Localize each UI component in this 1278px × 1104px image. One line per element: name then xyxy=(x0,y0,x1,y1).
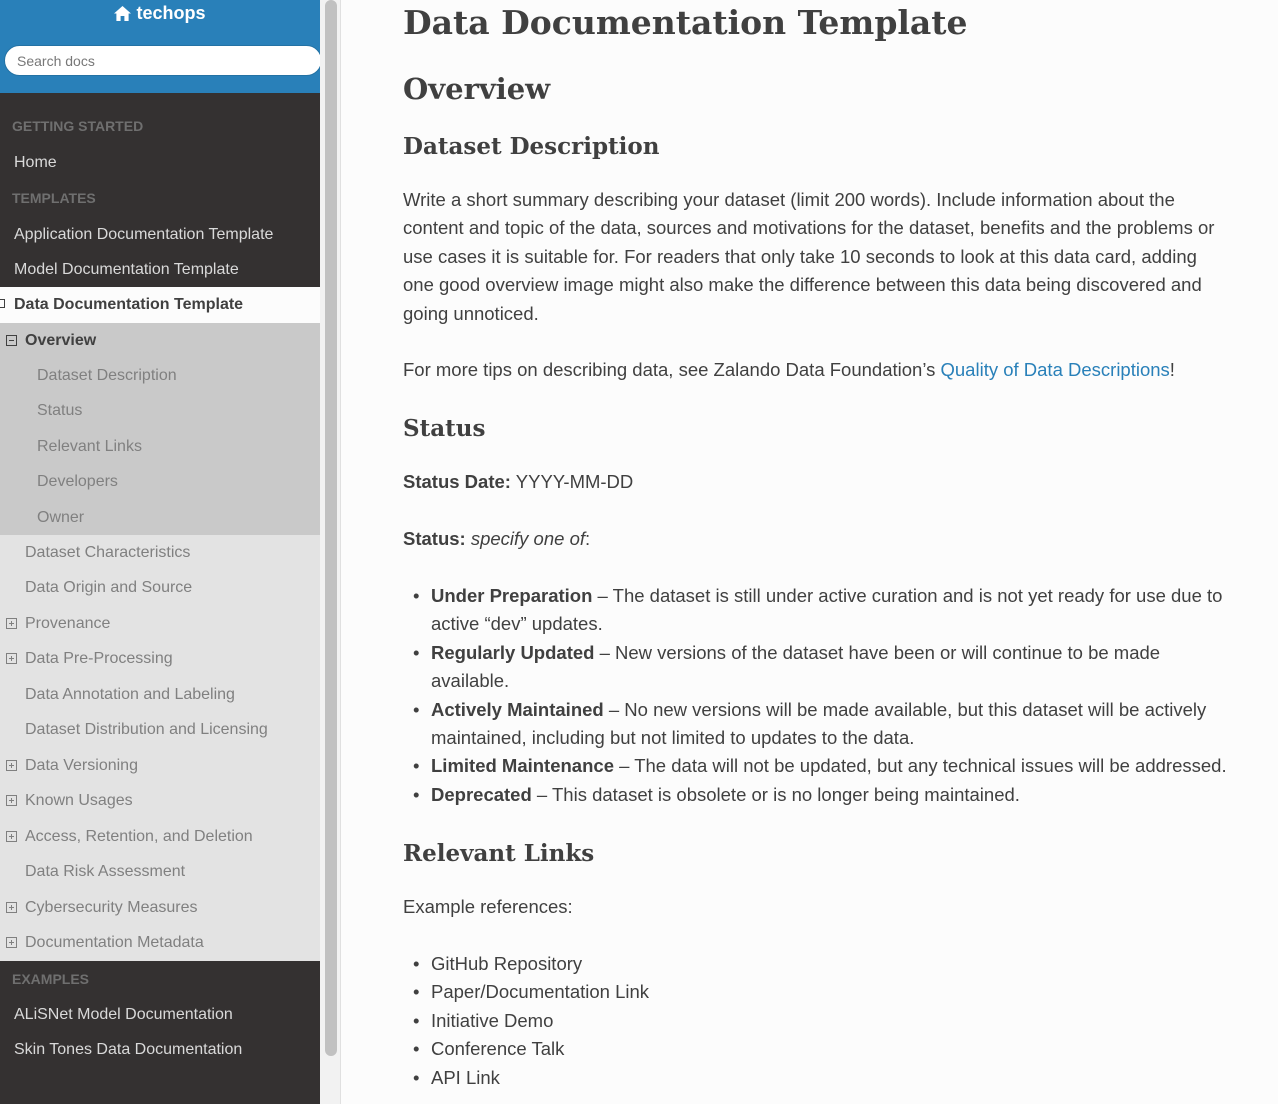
status-desc: – New versions of the dataset have been or will continue to be made available. xyxy=(431,641,1161,692)
list-item: • Conference Talk xyxy=(403,1035,1233,1063)
collapse-icon[interactable] xyxy=(0,299,5,308)
status-desc: – This dataset is obsolete or is no longer being maintained. xyxy=(531,783,1020,805)
sidebar-item-relevant-links[interactable]: Relevant Links xyxy=(37,438,142,455)
sidebar-item-data-pre-processing[interactable]: Data Pre-Processing xyxy=(25,650,173,667)
status-line xyxy=(403,525,1228,553)
status-date-label: Status Date: xyxy=(403,471,511,492)
page-title: Data Documentation Template xyxy=(403,3,968,42)
sidebar-item-application-template[interactable]: Application Documentation Template xyxy=(14,226,274,243)
status-term: Limited Maintenance xyxy=(431,755,614,777)
status-date-value: YYYY-MM-DD xyxy=(510,471,634,492)
list-item: • API Link xyxy=(403,1064,1233,1092)
status-instruction: specify one of xyxy=(465,528,585,549)
status-term: Under Preparation xyxy=(431,585,593,606)
sidebar-item-dataset-description[interactable]: Dataset Description xyxy=(37,367,177,384)
caption-getting-started: GETTING STARTED xyxy=(12,118,144,134)
status-term: Deprecated xyxy=(431,783,532,805)
sidebar-item-data-risk[interactable]: Data Risk Assessment xyxy=(25,863,186,880)
example-references-text: Example references: xyxy=(403,896,573,917)
expand-icon[interactable] xyxy=(6,618,17,629)
dataset-description-heading: Dataset Description xyxy=(403,133,660,160)
tips-paragraph xyxy=(403,356,1228,384)
relevant-links-list xyxy=(403,950,1233,1092)
home-icon xyxy=(114,6,131,21)
sidebar-item-data-origin[interactable]: Data Origin and Source xyxy=(25,579,193,596)
expand-icon[interactable] xyxy=(6,902,17,913)
tips-suffix: ! xyxy=(1169,359,1175,380)
status-desc: – The dataset is still under active curation and is not yet ready for use due to active “dev” updates. xyxy=(431,585,1223,635)
status-label: Status: xyxy=(403,528,466,549)
quality-of-data-descriptions-link[interactable]: Quality of Data Descriptions xyxy=(940,359,1170,380)
sidebar-item-model-template[interactable]: Model Documentation Template xyxy=(14,261,239,278)
status-desc: – The data will not be updated, but any technical issues will be addressed. xyxy=(613,755,1227,777)
sidebar-item-data-versioning[interactable]: Data Versioning xyxy=(25,757,138,774)
status-term: Actively Maintained xyxy=(431,698,604,720)
sidebar-header xyxy=(0,0,320,93)
sidebar-item-dataset-distribution[interactable]: Dataset Distribution and Licensing xyxy=(25,721,268,738)
sidebar-item-access-retention[interactable]: Access, Retention, and Deletion xyxy=(25,828,253,845)
list-item: • Paper/Documentation Link xyxy=(403,978,1233,1006)
relevant-links-heading: Relevant Links xyxy=(403,840,595,867)
brand-name: techops xyxy=(136,3,206,23)
expand-icon[interactable] xyxy=(6,831,17,842)
expand-icon[interactable] xyxy=(6,795,17,806)
brand-link[interactable] xyxy=(0,3,320,24)
sidebar-item-data-annotation[interactable]: Data Annotation and Labeling xyxy=(25,686,235,703)
dataset-description-paragraph: Write a short summary describing your dataset (limit 200 words). Include information about the content and topic of the data, sources and motivations for the dataset, benefits and the problems or use cases it is suitable for. For readers that only take 10 seconds to look at this data card, adding one good overview image might also make the difference between this data being discovered and going unnoticed. xyxy=(403,189,1215,324)
overview-heading: Overview xyxy=(403,72,551,106)
search-input[interactable] xyxy=(4,45,320,76)
list-item: • Initiative Demo xyxy=(403,1007,1233,1035)
list-item xyxy=(403,752,1233,780)
status-heading: Status xyxy=(403,415,486,442)
sidebar-item-cybersecurity[interactable]: Cybersecurity Measures xyxy=(25,899,198,916)
expand-icon[interactable] xyxy=(6,937,17,948)
sidebar-scrollbar-thumb[interactable] xyxy=(325,0,337,1056)
list-item xyxy=(403,696,1233,753)
caption-templates: TEMPLATES xyxy=(12,190,96,206)
sidebar-overview-group xyxy=(0,323,320,535)
status-desc: – No new versions will be made available, but this dataset will be actively maintained, including but not limited to updates to the data. xyxy=(431,698,1207,749)
sidebar-item-home[interactable]: Home xyxy=(14,154,57,171)
collapse-icon[interactable] xyxy=(6,335,17,346)
status-colon: : xyxy=(585,528,591,549)
list-item xyxy=(403,781,1233,809)
sidebar-item-owner[interactable]: Owner xyxy=(37,509,85,526)
sidebar-item-skin-tones[interactable]: Skin Tones Data Documentation xyxy=(14,1041,243,1058)
status-date-line xyxy=(403,468,1228,496)
status-options-list xyxy=(403,582,1233,809)
status-term: Regularly Updated xyxy=(431,641,595,663)
sidebar xyxy=(0,0,320,1104)
list-item xyxy=(403,639,1233,696)
sidebar-item-developers[interactable]: Developers xyxy=(37,473,118,490)
list-item xyxy=(403,582,1233,639)
sidebar-item-data-template[interactable] xyxy=(0,287,320,324)
sidebar-item-overview[interactable]: Overview xyxy=(25,332,97,349)
sidebar-item-provenance[interactable]: Provenance xyxy=(25,615,111,632)
sidebar-item-known-usages[interactable]: Known Usages xyxy=(25,792,133,809)
expand-icon[interactable] xyxy=(6,653,17,664)
list-item: • GitHub Repository xyxy=(403,950,1233,978)
tips-text: For more tips on describing data, see Zalando Data Foundation’s xyxy=(403,359,941,380)
sidebar-item-alisnet[interactable]: ALiSNet Model Documentation xyxy=(14,1006,233,1023)
sidebar-current-section xyxy=(0,287,320,961)
sidebar-item-documentation-metadata[interactable]: Documentation Metadata xyxy=(25,934,204,951)
sidebar-item-status[interactable]: Status xyxy=(37,402,83,419)
sidebar-item-dataset-characteristics[interactable]: Dataset Characteristics xyxy=(25,544,191,561)
caption-examples: EXAMPLES xyxy=(12,971,90,987)
expand-icon[interactable] xyxy=(6,760,17,771)
sidebar-item-label: Data Documentation Template xyxy=(14,296,244,313)
